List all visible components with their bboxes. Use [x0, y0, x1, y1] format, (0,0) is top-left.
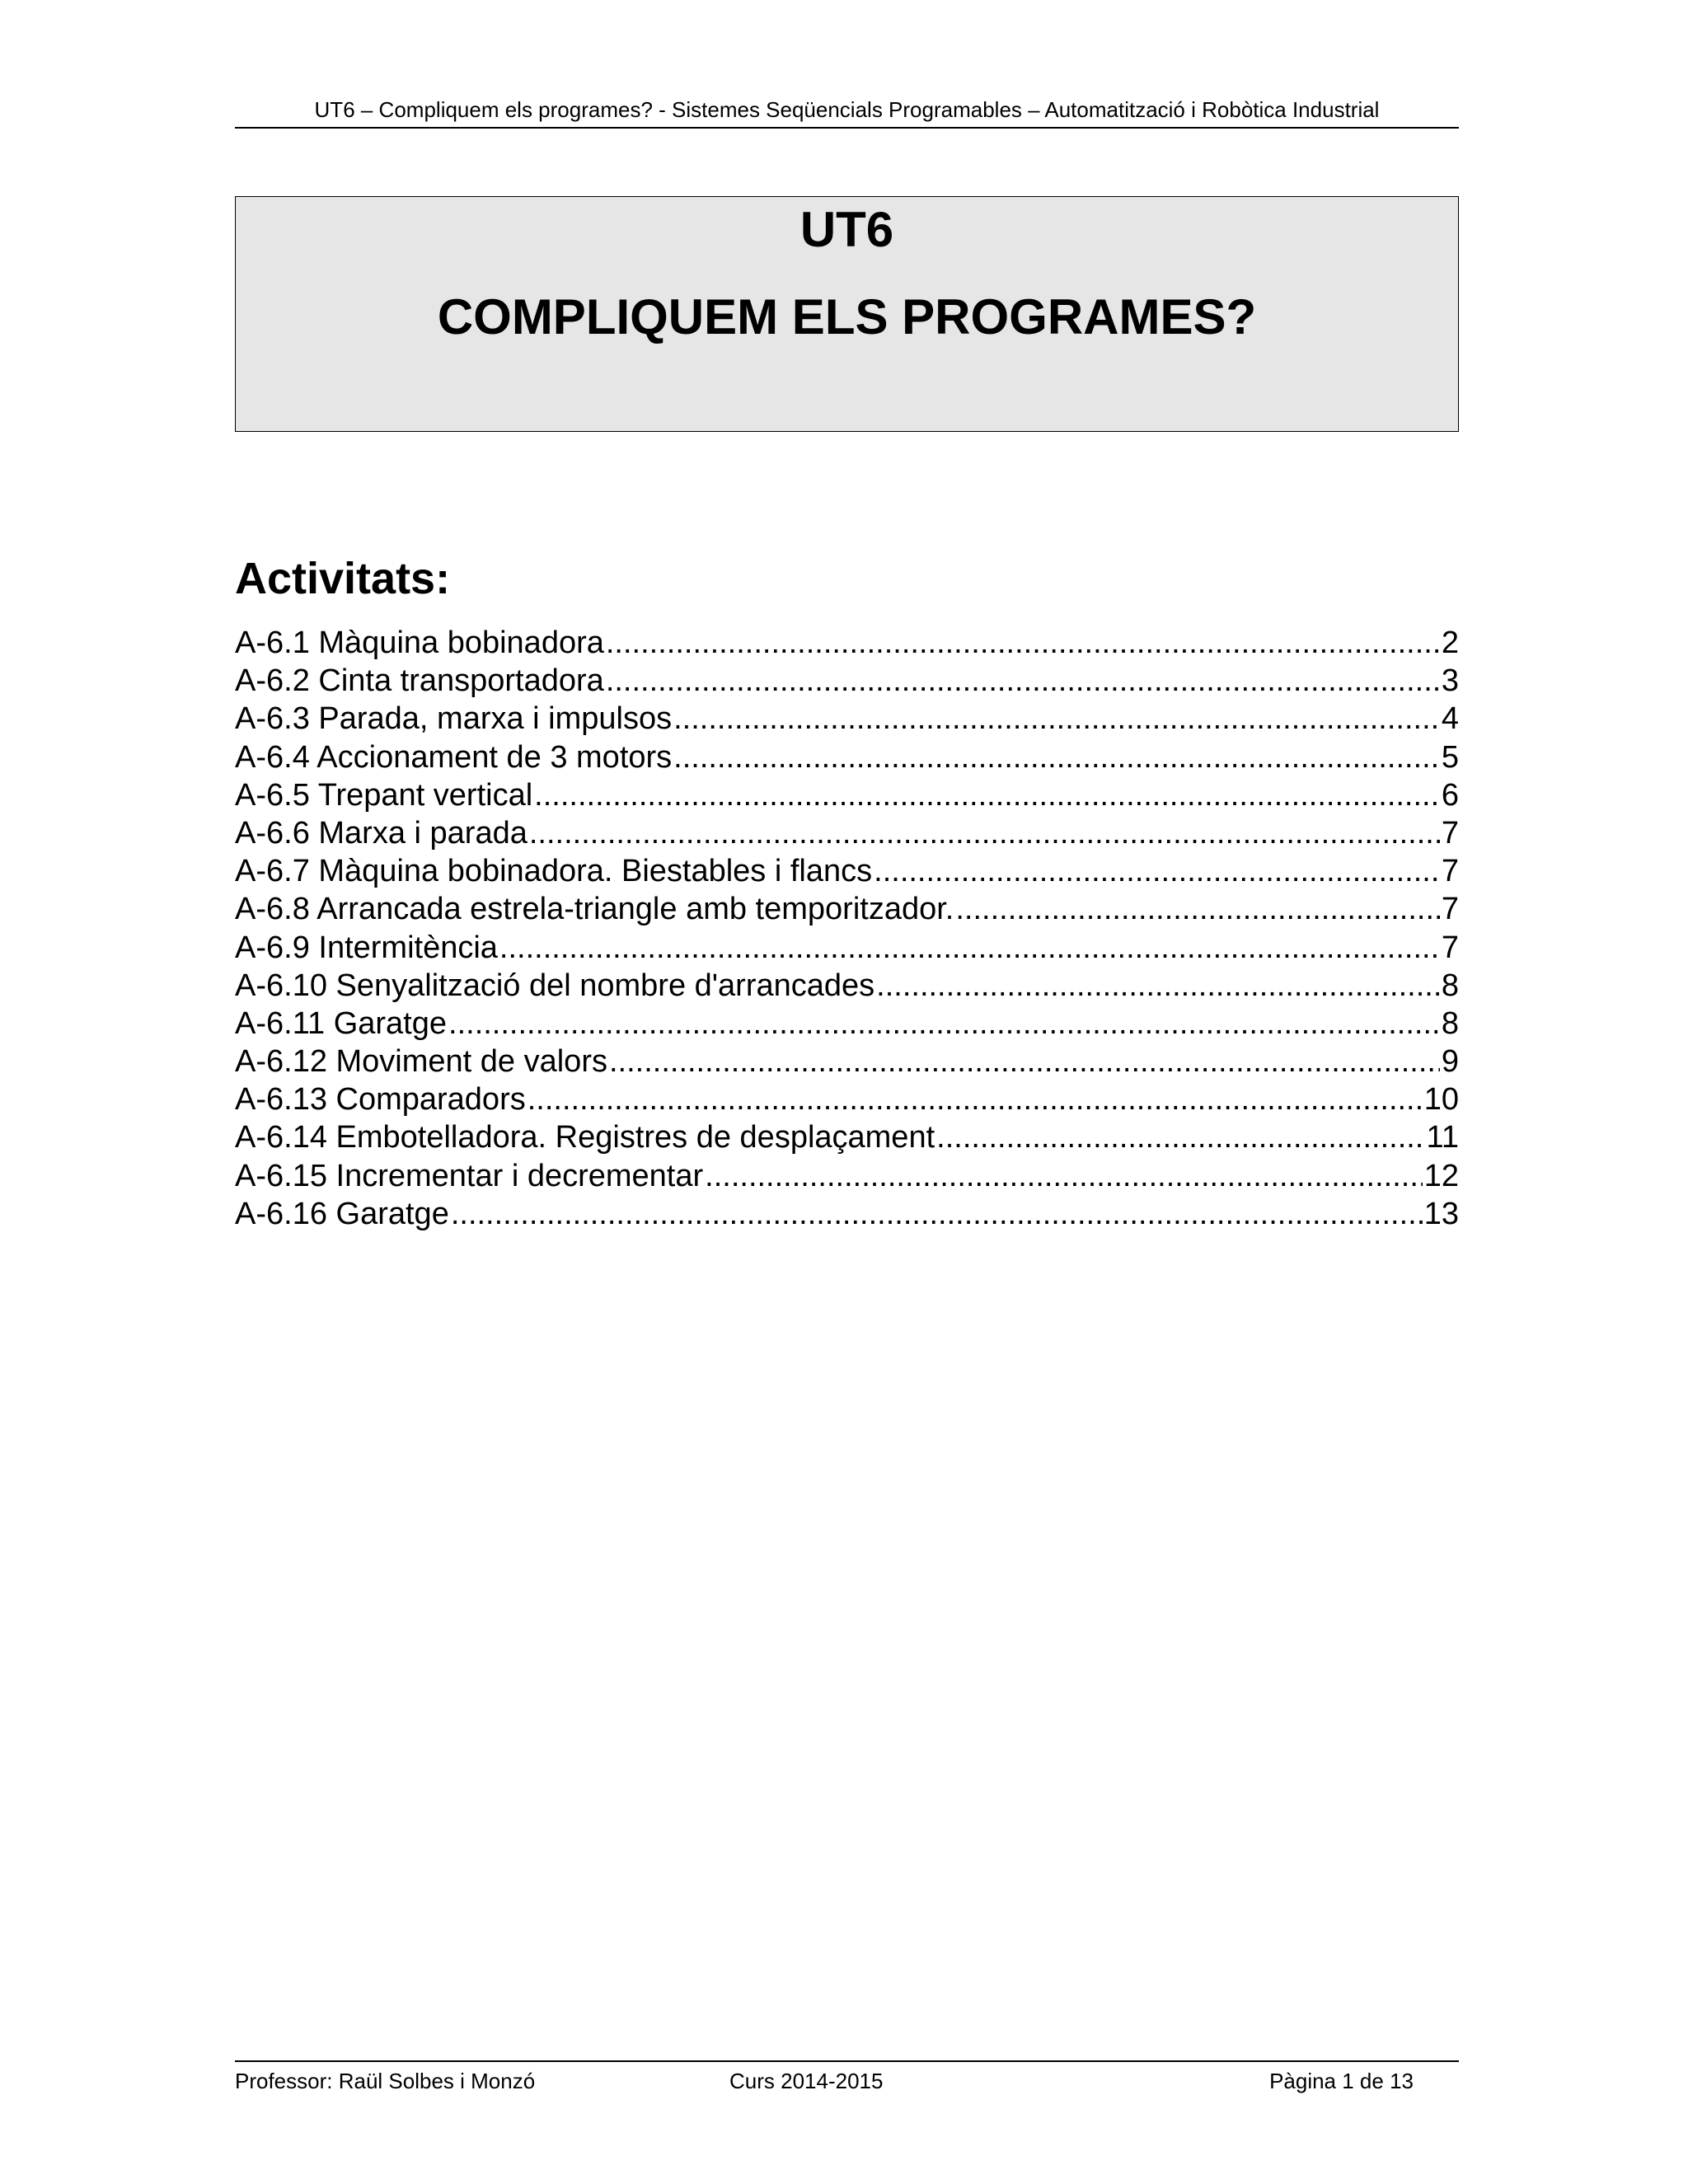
toc-item-label[interactable]: A-6.3 Parada, marxa i impulsos [235, 701, 673, 737]
unit-title: COMPLIQUEM ELS PROGRAMES? [437, 289, 1257, 344]
toc-item-label[interactable]: A-6.16 Garatge [235, 1196, 449, 1231]
toc-item-page: 10 [1423, 1082, 1459, 1118]
toc-item-page: 3 [1441, 663, 1459, 699]
toc-leader-dots [609, 1043, 1440, 1080]
toc-item-label[interactable]: A-6.10 Senyalització del nombre d'arrancades [235, 968, 875, 1003]
toc-item[interactable] [235, 890, 1459, 928]
toc-leader-dots [448, 1005, 1440, 1043]
toc-item-page: 7 [1441, 930, 1459, 965]
toc-leader-dots [499, 929, 1440, 967]
toc-item-page: 5 [1441, 739, 1459, 775]
toc-item-page: 8 [1441, 968, 1459, 1003]
toc-leader-dots [955, 890, 1440, 928]
toc-leader-dots [529, 814, 1440, 852]
toc-item-page: 9 [1441, 1044, 1459, 1080]
toc-leader-dots [606, 662, 1440, 700]
footer-professor: Professor: Raül Solbes i Monzó [235, 2069, 536, 2093]
unit-code: UT6 [799, 202, 894, 257]
toc-item-page: 12 [1423, 1158, 1459, 1193]
toc-item-page: 7 [1441, 854, 1459, 889]
toc-item-label[interactable]: A-6.5 Trepant vertical [235, 777, 533, 813]
toc-item[interactable] [235, 1080, 1459, 1118]
toc-item-label[interactable]: A-6.14 Embotelladora. Registres de desplaçament [235, 1120, 935, 1155]
toc-item-label[interactable]: A-6.15 Incrementar i decrementar [235, 1158, 704, 1193]
toc-item-label[interactable]: A-6.11 Garatge [235, 1005, 448, 1041]
toc-leader-dots [606, 624, 1440, 662]
toc-item-label[interactable]: A-6.8 Arrancada estrela-triangle amb temporitzador. [235, 892, 954, 927]
toc-leader-dots [876, 967, 1440, 1005]
toc-item-page: 4 [1441, 701, 1459, 737]
footer-page-number: Pàgina 1 de 13 [1269, 2069, 1414, 2093]
toc-item-page: 7 [1441, 815, 1459, 851]
toc-item[interactable] [235, 700, 1459, 738]
toc-item[interactable] [235, 852, 1459, 890]
footer-course: Curs 2014-2015 [729, 2069, 884, 2093]
toc-item[interactable] [235, 738, 1459, 776]
table-of-contents [235, 624, 1459, 1233]
toc-leader-dots [534, 776, 1440, 814]
toc-item-label[interactable]: A-6.9 Intermitència [235, 930, 498, 965]
toc-item-label[interactable]: A-6.2 Cinta transportadora [235, 663, 604, 699]
toc-leader-dots [936, 1118, 1424, 1156]
page-header [235, 96, 1459, 129]
toc-item-label[interactable]: A-6.4 Accionament de 3 motors [235, 739, 673, 775]
toc-item[interactable] [235, 1043, 1459, 1080]
toc-item[interactable] [235, 967, 1459, 1005]
toc-leader-dots [673, 700, 1440, 738]
toc-item[interactable] [235, 929, 1459, 967]
title-box [235, 196, 1459, 432]
toc-item-page: 11 [1426, 1120, 1459, 1155]
toc-item-page: 2 [1441, 626, 1459, 660]
toc-item-label[interactable]: A-6.7 Màquina bobinadora. Biestables i flancs [235, 854, 873, 889]
toc-item[interactable] [235, 1118, 1459, 1156]
toc-item[interactable] [235, 1195, 1459, 1233]
toc-item[interactable] [235, 1157, 1459, 1195]
toc-item[interactable] [235, 1005, 1459, 1043]
toc-item-page: 7 [1441, 892, 1459, 927]
toc-item[interactable] [235, 662, 1459, 700]
toc-item-label[interactable]: A-6.6 Marxa i parada [235, 815, 528, 851]
toc-item-page: 13 [1423, 1196, 1459, 1231]
toc-item-page: 6 [1441, 777, 1459, 813]
toc-item[interactable] [235, 814, 1459, 852]
running-title: UT6 – Compliquem els programes? - Sistemes Seqüencials Programables – Automatització i Robòtica Industrial [314, 97, 1380, 122]
toc-item-label[interactable]: A-6.12 Moviment de valors [235, 1044, 607, 1080]
toc-leader-dots [673, 738, 1440, 776]
toc-leader-dots [705, 1157, 1423, 1195]
toc-heading: Activitats: [235, 554, 451, 603]
toc-leader-dots [451, 1195, 1423, 1233]
toc-leader-dots [874, 852, 1440, 890]
toc-item-label[interactable]: A-6.13 Comparadors [235, 1082, 526, 1118]
toc-item[interactable] [235, 776, 1459, 814]
toc-leader-dots [528, 1080, 1423, 1118]
page-footer [235, 2060, 1459, 2095]
toc-item-label[interactable]: A-6.1 Màquina bobinadora [235, 626, 604, 660]
toc-item-page: 8 [1441, 1005, 1459, 1041]
toc-item[interactable] [235, 624, 1459, 662]
